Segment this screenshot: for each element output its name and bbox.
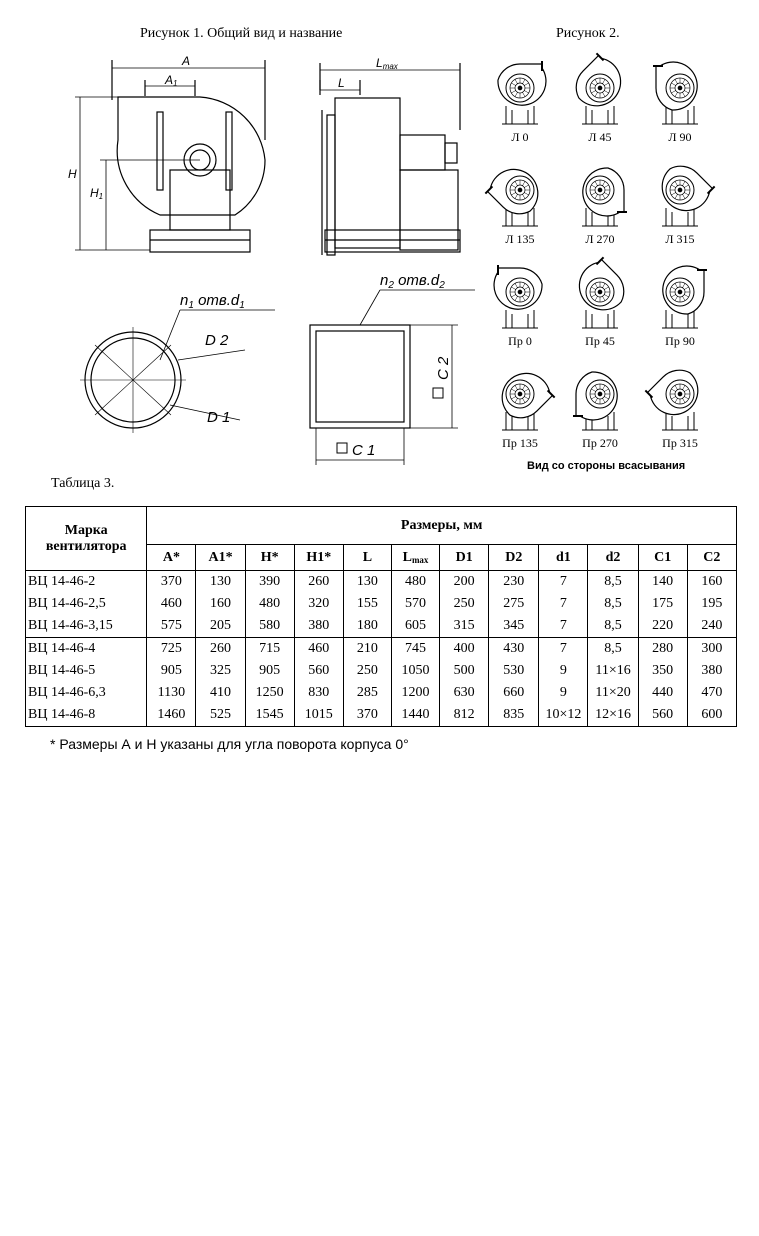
value-cell: 1440: [391, 704, 439, 727]
position-label: Пр 0: [508, 334, 532, 348]
value-cell: 460: [147, 593, 196, 615]
dim-d2: D 2: [205, 332, 229, 349]
square-symbol-c1: [337, 443, 347, 453]
column-header: $L_{max}$: [391, 545, 439, 571]
value-cell: 205: [196, 615, 245, 638]
value-cell: 430: [489, 638, 539, 661]
value-cell: 1015: [294, 704, 343, 727]
value-cell: 11×16: [588, 660, 638, 682]
value-cell: 480: [391, 571, 439, 594]
position-label: Пр 45: [585, 334, 615, 348]
table-row: [26, 682, 737, 704]
column-header: D2: [489, 545, 539, 571]
value-cell: 390: [245, 571, 294, 594]
value-cell: 195: [687, 593, 736, 615]
value-cell: 230: [489, 571, 539, 594]
position-label: Л 135: [505, 232, 535, 246]
value-cell: 285: [343, 682, 391, 704]
model-cell: ВЦ 14-46-6,3: [26, 682, 147, 704]
value-cell: 440: [638, 682, 687, 704]
value-cell: 370: [147, 571, 196, 594]
value-cell: 380: [294, 615, 343, 638]
dim-lmax: Lmax: [376, 56, 398, 71]
column-header: d2: [588, 545, 638, 571]
value-cell: 260: [294, 571, 343, 594]
model-cell: ВЦ 14-46-2,5: [26, 593, 147, 615]
value-cell: 745: [391, 638, 439, 661]
value-cell: 525: [196, 704, 245, 727]
value-cell: 1050: [391, 660, 439, 682]
value-cell: 905: [147, 660, 196, 682]
model-cell: ВЦ 14-46-3,15: [26, 615, 147, 638]
position-label: Пр 270: [582, 436, 618, 450]
fan-position-2: [565, 51, 630, 144]
value-cell: 400: [440, 638, 489, 661]
column-header: H*: [245, 545, 294, 571]
fan-position-12: [643, 359, 708, 450]
table-title: Таблица 3.: [51, 476, 115, 491]
position-label: Л 45: [588, 130, 612, 144]
position-label: Пр 315: [662, 436, 698, 450]
value-cell: 175: [638, 593, 687, 615]
column-header: A*: [147, 545, 196, 571]
dim-d1: D 1: [207, 409, 231, 426]
square-symbol-c2: [433, 388, 443, 398]
value-cell: 560: [638, 704, 687, 727]
model-cell: ВЦ 14-46-4: [26, 638, 147, 661]
dim-l: L: [338, 76, 345, 90]
value-cell: 1545: [245, 704, 294, 727]
value-cell: 260: [196, 638, 245, 661]
value-cell: 7: [539, 571, 588, 594]
value-cell: 250: [343, 660, 391, 682]
value-cell: 9: [539, 660, 588, 682]
model-cell: ВЦ 14-46-2: [26, 571, 147, 594]
value-cell: 905: [245, 660, 294, 682]
value-cell: 1200: [391, 682, 439, 704]
fan-position-11: [573, 372, 618, 450]
value-cell: 7: [539, 638, 588, 661]
value-cell: 480: [245, 593, 294, 615]
value-cell: 200: [440, 571, 489, 594]
figure2-positions: [480, 50, 759, 455]
dim-n2-holes: $n_2$ $отв.d_2$: [380, 272, 445, 291]
model-cell: ВЦ 14-46-8: [26, 704, 147, 727]
value-cell: 350: [638, 660, 687, 682]
value-cell: 1130: [147, 682, 196, 704]
value-cell: 12×16: [588, 704, 638, 727]
column-header: H1*: [294, 545, 343, 571]
fan-position-1: [498, 61, 546, 144]
value-cell: 160: [687, 571, 736, 594]
value-cell: 250: [440, 593, 489, 615]
table-footnote: * Размеры А и Н указаны для угла поворота корпуса 0°: [50, 736, 409, 752]
dimensions-table: [25, 506, 737, 727]
position-label: Л 270: [585, 232, 615, 246]
value-cell: 500: [440, 660, 489, 682]
dim-h1: H1: [90, 186, 104, 201]
figure1-title: Рисунок 1. Общий вид и название: [140, 26, 343, 41]
value-cell: 220: [638, 615, 687, 638]
model-header: Марка вентилятора: [26, 507, 147, 571]
value-cell: 600: [687, 704, 736, 727]
fan-position-10: [492, 363, 557, 450]
dim-n1-holes: $n_1$ $отв.d_1$: [180, 292, 245, 311]
column-header: D1: [440, 545, 489, 571]
fan-position-9: [662, 266, 707, 348]
value-cell: 1460: [147, 704, 196, 727]
figure2-title: Рисунок 2.: [556, 26, 620, 41]
value-cell: 155: [343, 593, 391, 615]
value-cell: 130: [196, 571, 245, 594]
dim-h: H: [68, 167, 77, 181]
figure1-drawing: [0, 0, 490, 470]
value-cell: 8,5: [588, 571, 638, 594]
table-row: [26, 593, 737, 615]
value-cell: 240: [687, 615, 736, 638]
value-cell: 830: [294, 682, 343, 704]
column-header: L: [343, 545, 391, 571]
column-header: C1: [638, 545, 687, 571]
fan-position-7: [494, 265, 542, 348]
value-cell: 575: [147, 615, 196, 638]
value-cell: 460: [294, 638, 343, 661]
value-cell: 300: [687, 638, 736, 661]
value-cell: 660: [489, 682, 539, 704]
position-label: Л 315: [665, 232, 695, 246]
value-cell: 812: [440, 704, 489, 727]
value-cell: 410: [196, 682, 245, 704]
value-cell: 470: [687, 682, 736, 704]
value-cell: 380: [687, 660, 736, 682]
value-cell: 140: [638, 571, 687, 594]
position-label: Л 90: [668, 130, 692, 144]
fan-front-view: [75, 60, 265, 252]
dimensions-group-header: Размеры, мм: [147, 507, 737, 545]
dim-c1: C 1: [352, 442, 376, 459]
value-cell: 630: [440, 682, 489, 704]
value-cell: 725: [147, 638, 196, 661]
position-label: Пр 90: [665, 334, 695, 348]
value-cell: 570: [391, 593, 439, 615]
value-cell: 835: [489, 704, 539, 727]
table-row: [26, 704, 737, 727]
fan-side-view: [320, 63, 460, 255]
value-cell: 280: [638, 638, 687, 661]
value-cell: 345: [489, 615, 539, 638]
value-cell: 7: [539, 593, 588, 615]
inlet-flange-view: [80, 310, 275, 433]
table-row: [26, 571, 737, 594]
fan-position-8: [569, 255, 634, 348]
fan-position-5: [582, 168, 627, 246]
value-cell: 530: [489, 660, 539, 682]
model-cell: ВЦ 14-46-5: [26, 660, 147, 682]
value-cell: 325: [196, 660, 245, 682]
value-cell: 8,5: [588, 615, 638, 638]
value-cell: 210: [343, 638, 391, 661]
value-cell: 130: [343, 571, 391, 594]
table-row: [26, 615, 737, 638]
column-header: C2: [687, 545, 736, 571]
column-header: d1: [539, 545, 588, 571]
value-cell: 370: [343, 704, 391, 727]
value-cell: 180: [343, 615, 391, 638]
fan-position-4: [483, 159, 548, 246]
value-cell: 315: [440, 615, 489, 638]
view-caption: Вид со стороны всасывания: [527, 460, 686, 472]
table-row: [26, 660, 737, 682]
value-cell: 320: [294, 593, 343, 615]
value-cell: 8,5: [588, 593, 638, 615]
value-cell: 560: [294, 660, 343, 682]
value-cell: 160: [196, 593, 245, 615]
table-row: [26, 638, 737, 661]
column-header: A1*: [196, 545, 245, 571]
value-cell: 7: [539, 615, 588, 638]
value-cell: 605: [391, 615, 439, 638]
fan-position-6: [652, 155, 717, 246]
value-cell: 275: [489, 593, 539, 615]
value-cell: 715: [245, 638, 294, 661]
value-cell: 1250: [245, 682, 294, 704]
value-cell: 8,5: [588, 638, 638, 661]
dim-c2: C 2: [435, 356, 452, 380]
dim-a1: A1: [165, 73, 178, 88]
dim-a: A: [182, 54, 191, 68]
position-label: Пр 135: [502, 436, 538, 450]
value-cell: 580: [245, 615, 294, 638]
value-cell: 9: [539, 682, 588, 704]
fan-position-3: [653, 62, 698, 144]
value-cell: 10×12: [539, 704, 588, 727]
value-cell: 11×20: [588, 682, 638, 704]
position-label: Л 0: [511, 130, 529, 144]
